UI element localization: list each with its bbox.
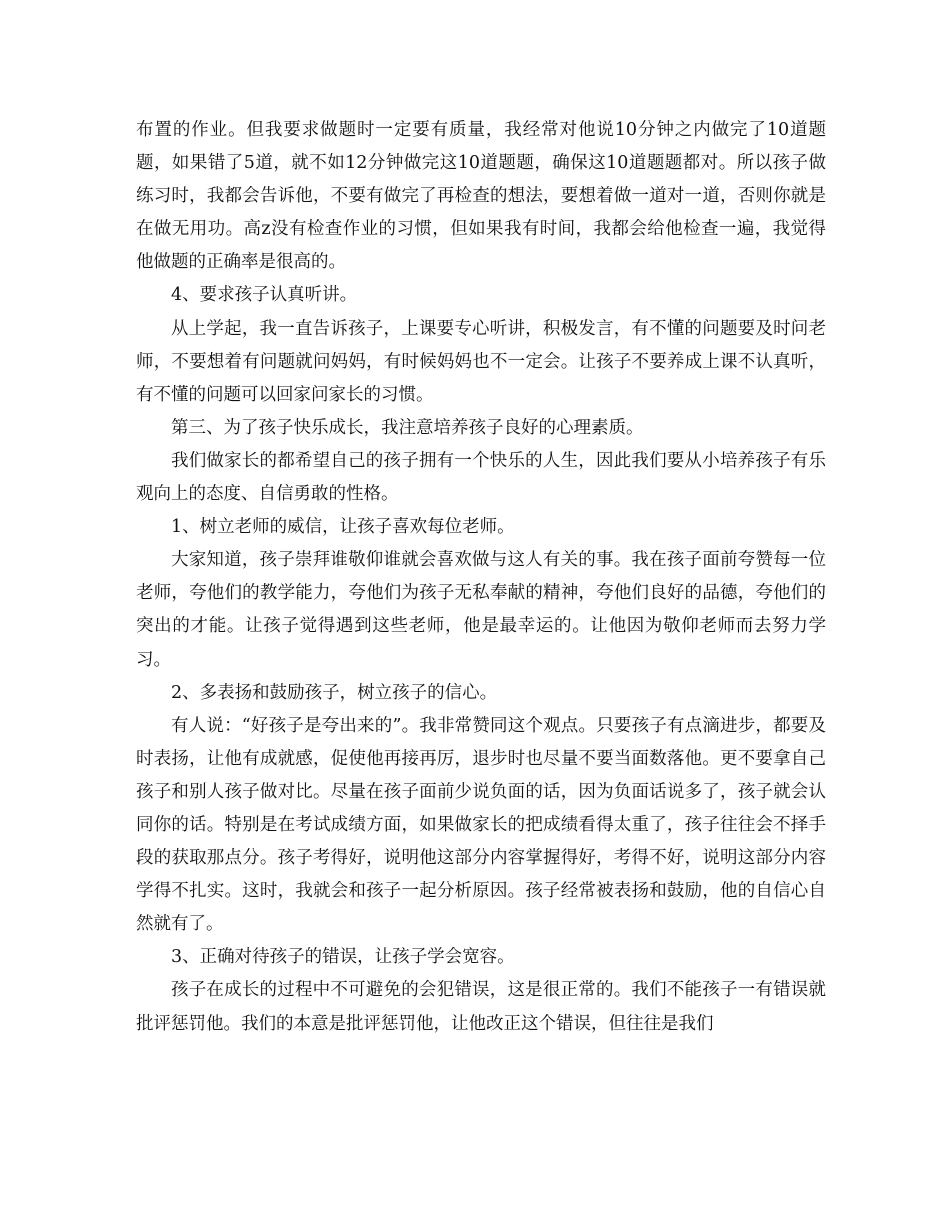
paragraph-praise-teachers: 大家知道，孩子崇拜谁敬仰谁就会喜欢做与这人有关的事。我在孩子面前夸赞每一位老师，夸他们的教学能力，夸他们为孩子无私奉献的精神，夸他们良好的品德，夸他们的突出的才能。让孩子觉得遇到这些老师，他是最幸运的。让他因为敬仰老师而去努力学习。 [136,550,826,670]
heading-praise-encourage: 2、多表扬和鼓励孩子，树立孩子的信心。 [171,682,498,703]
heading-listen-carefully: 4、要求孩子认真听讲。 [171,285,358,306]
paragraph-listen-in-class: 从上学起，我一直告诉孩子，上课要专心听讲，积极发言，有不懂的问题要及时问老师，不要想着有问题就问妈妈，有时候妈妈也不一定会。让孩子不要养成上课不认真听，有不懂的问题可以回家问家长的习惯。 [136,318,826,405]
document-body [136,114,826,1041]
heading-handle-mistakes: 3、正确对待孩子的错误，让孩子学会宽容。 [171,947,515,968]
paragraph-mistakes: 孩子在成长的过程中不可避免的会犯错误，这是很正常的。我们不能孩子一有错误就批评惩罚他。我们的本意是批评惩罚他，让他改正这个错误，但往往是我们 [136,980,826,1034]
paragraph-homework-quality: 布置的作业。但我要求做题时一定要有质量，我经常对他说10分钟之内做完了10道题题，如果错了5道，就不如12分钟做完这10道题题，确保这10道题题都对。所以孩子做练习时，我都会告诉他，不要有做完了再检查的想法，要想着做一道对一道，否则你就是在做无用功。高z没有检查作业的习惯，但如果我有时间，我都会给他检查一遍，我觉得他做题的正确率是很高的。 [136,120,826,273]
heading-section-three: 第三、为了孩子快乐成长，我注意培养孩子良好的心理素质。 [171,417,644,438]
heading-teacher-prestige: 1、树立老师的威信，让孩子喜欢每位老师。 [171,517,515,538]
paragraph-good-kids-praised: 有人说：“好孩子是夸出来的”。我非常赞同这个观点。只要孩子有点滴进步，都要及时表扬，让他有成就感，促使他再接再厉，退步时也尽量不要当面数落他。更不要拿自己孩子和别人孩子做对比。尽量在孩子面前少说负面的话，因为负面话说多了，孩子就会认同你的话。特别是在考试成绩方面，如果做家长的把成绩看得太重了，孩子往往会不择手段的获取那点分。孩子考得好，说明他这部分内容掌握得好，考得不好，说明这部分内容学得不扎实。这时，我就会和孩子一起分析原因。孩子经常被表扬和鼓励，他的自信心自然就有了。 [136,715,826,935]
paragraph-happy-life: 我们做家长的都希望自己的孩子拥有一个快乐的人生，因此我们要从小培养孩子有乐观向上的态度、自信勇敢的性格。 [136,450,826,505]
